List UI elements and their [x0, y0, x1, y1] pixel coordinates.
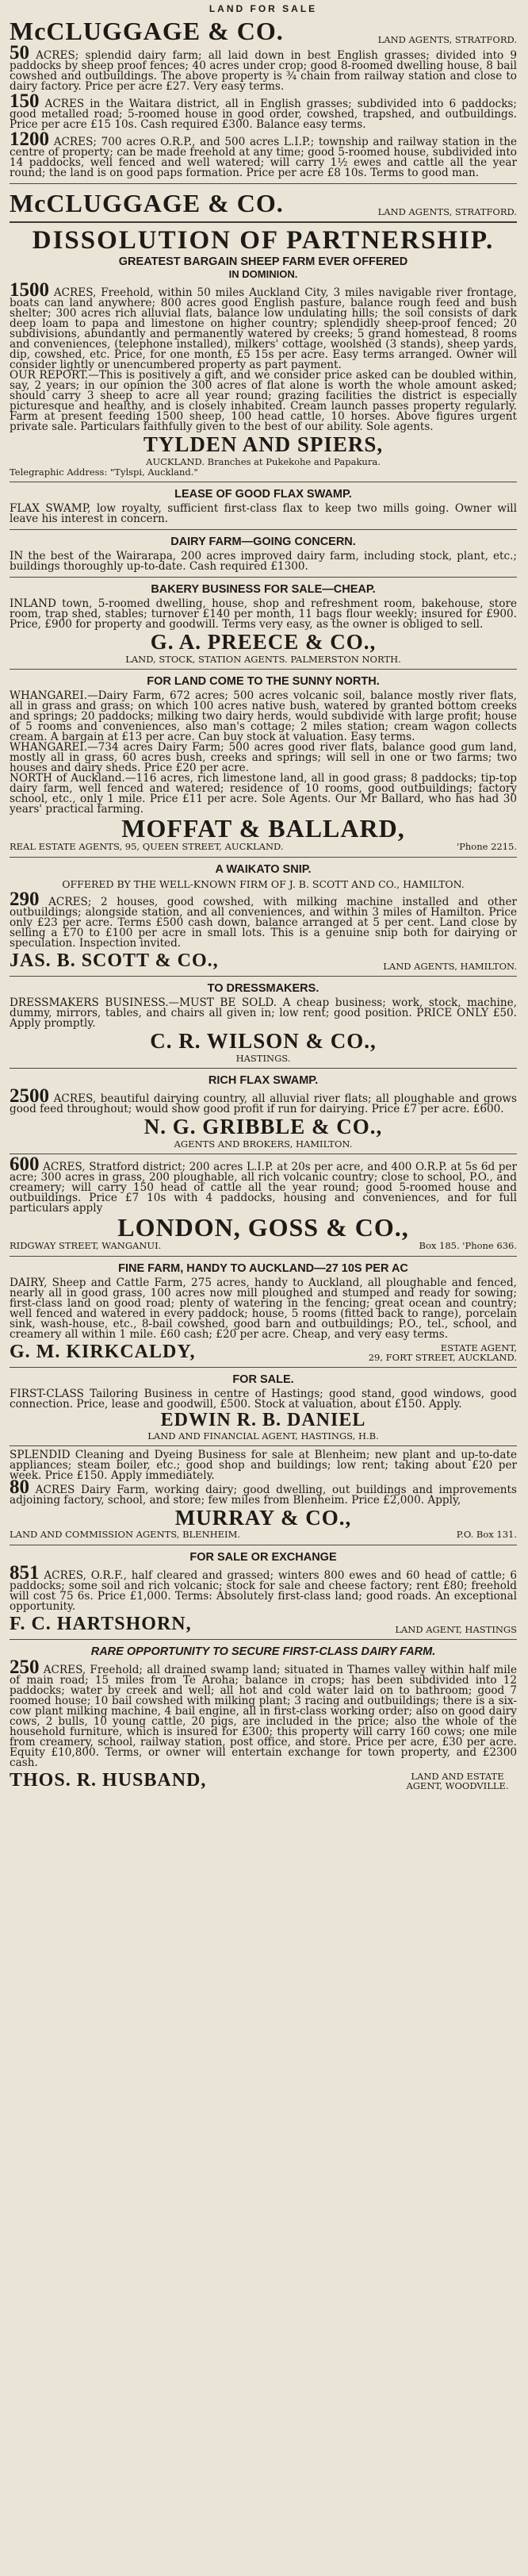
advertiser-phone: 'Phone 2215.	[456, 841, 517, 852]
listing-1200-acres: 1200 ACRES; 700 acres O.R.P., and 500 acres L.I.P.; township and railway station in the centre of property; can be made freehold at any time; good 5-roomed house, subdivided into 14 paddocks, well fenced and well watered; will carry 1½ ewes and cattle all the year round; the land is on good paps formation. Price per acre £8 10s. Terms to good man.	[10, 129, 517, 179]
section-header: LAND FOR SALE	[209, 3, 318, 14]
ad-body: SPLENDID Cleaning and Dyeing Business for sale at Blenheim; new plant and up-to-date appliances; steam boiler, etc.; good shop and buildings; low rent; taking about £20 per week. Price £150. Apply immediately.	[10, 1449, 517, 1482]
advertiser-name: N. G. GRIBBLE & CO.,	[143, 1115, 383, 1138]
ad-subtitle: OFFERED BY THE WELL-KNOWN FIRM OF J. B. SCOTT AND CO., HAMILTON.	[62, 878, 465, 890]
ad-body: 290 ACRES; 2 houses, good cowshed, with milking machine installed and other outbuildings; alongside station, and all conveniences, and within 3 miles of Hamilton. Price only £23 per acre. Terms £500 cash down, balance arranged at 5 per cent. Land close by selling a £70 to £100 per acre in small lots. This is a genuine snip both for dairying or speculation. Inspection invited.	[10, 889, 517, 950]
ad-body: 600 ACRES, Stratford district; 200 acres L.I.P. at 20s per acre, and 400 O.R.P. at 5s 6d per acre; 300 acres in grass, 200 ploughable, all rich volcanic country; close to school, P.O., and creamery; will carry 150 head of cattle all the year round; good 5-roomed house and outbuildings. Price £7 10s with 4 paddocks, housing and conveniences, and for full particulars apply	[10, 1154, 517, 1215]
advertiser-name: McCLUGGAGE & CO.	[10, 189, 284, 217]
advertiser-address: AGENTS AND BROKERS, HAMILTON.	[174, 1138, 353, 1150]
advertiser-name: THOS. R. HUSBAND,	[10, 1770, 207, 1791]
listing-150-acres: 150 ACRES in the Waitara district, all in English grasses; subdivided into 6 paddocks; good metalled road; 5-roomed house in good order, cowshed, trapshed, and outbuildings. Price per acre £15 10s. Cash required £300. Balance easy terms.	[10, 90, 517, 131]
ad-title: DAIRY FARM—GOING CONCERN.	[170, 536, 356, 548]
ad-mccluggage-footer	[10, 183, 517, 221]
advertiser-address: RIDGWAY STREET, WANGANUI.	[10, 1240, 162, 1251]
ad-dissolution	[10, 221, 517, 482]
ad-murray	[10, 1445, 517, 1545]
advertiser-address: AUCKLAND. Branches at Pukekohe and Papakura.	[146, 456, 381, 467]
ad-hartshorn	[10, 1545, 517, 1639]
ad-title: FOR LAND COME TO THE SUNNY NORTH.	[147, 675, 380, 688]
ad-mccluggage-listings	[10, 14, 517, 183]
ad-title: TO DRESSMAKERS.	[207, 982, 319, 995]
advertiser-name: F. C. HARTSHORN,	[10, 1614, 192, 1634]
ad-body: 1500 ACRES, Freehold, within 50 miles Auckland City, 3 miles navigable river frontage, boats can land anywhere; 800 acres good English pasture, balance rough feed and bush shelter; 300 acres rich alluvial flats, balance low undulating hills; the soil consists of dark deep loam to papa and limestone on higher country; splendidly sheep-proof fenced; 20 subdivisions, abundantly and permanently watered by creeks; 5 grand homestead, 8 rooms and conveniences, (telephone installed), milkers' cottage, woolshed (3 stands), sheep yards, dip, cowshed, etc. Price, for one month, £5 15s per acre. Easy terms arranged. Owner will consider lightly or unencumbered property as part payment.	[10, 279, 518, 371]
ad-london-goss	[10, 1154, 517, 1256]
ad-dairy-going-concern	[10, 529, 517, 577]
ad-body: FIRST-CLASS Tailoring Business in centre of Hastings; good stand, good windows, good connection. Price, lease and goodwill, £500. Stock at valuation, about £150. Apply.	[10, 1388, 517, 1411]
listing-80-acres: 80 ACRES Dairy Farm, working dairy; good dwelling, out buildings and improvements adjoining factory, school, and store; few miles from Blenheim. Price £2,000. Apply,	[10, 1476, 517, 1507]
ad-title: LEASE OF GOOD FLAX SWAMP.	[174, 488, 352, 501]
ad-report: OUR REPORT.—This is positively a gift, and we consider price asked can be doubled within, say, 2 years; in our opinion the 300 acres of flat alone is worth the whole amount asked; should carry 3 sheep to acre all year round; grazing facilities the district is especially picturesque and healthy, and is closely inhabited. Cream launch passes property regularly. Farm at present feeding 1500 sheep, 100 head cattle, 10 horses. Above figures urgent private sale. Particulars faithfully given to the best of our ability. Sole agents.	[10, 369, 517, 433]
ad-body: INLAND town, 5-roomed dwelling, house, shop and refreshment room, bakehouse, store room, trap shed, stables; turnover £140 per month, 11 bags flour weekly; insured for £900. Price, £900 for property and goodwill. Terms very easy, as the owner is obliged to sell.	[10, 597, 517, 631]
advertiser-name: G. M. KIRKCALDY,	[10, 1342, 196, 1362]
ad-bakery	[10, 577, 517, 669]
ad-waikato-snip	[10, 857, 517, 976]
ad-daniel-tailoring	[10, 1367, 517, 1445]
advertiser-name: C. R. WILSON & CO.,	[150, 1029, 377, 1053]
ad-body: 250 ACRES, Freehold; all drained swamp land; situated in Thames valley within half mile of main road; 15 miles from Te Aroha; balance in crops; has been subdivided into 12 paddocks; water by creek and well; all hot and cold water laid on to bathroom; good 7 roomed house; 10 bail cowshed with milking plant; 3 racing and outbuildings; there is a six-cow plant milking machine, 4 bail engine, all in first-class working order; also on good dairy cows, 2 bulls, 10 young cattle, 20 pigs, are included in the price; also the whole of the household furniture, which is insured for £300; this property will carry 160 cows; one mile from creamery, school, railway station, post office, and store. Price per acre, £30 per acre. Equity £10,800. Terms, or owner will entertain exchange for town property, and £2300 cash.	[10, 1657, 518, 1769]
advertiser-agents: LAND AGENTS, STRATFORD.	[377, 206, 517, 217]
advertiser-name: JAS. B. SCOTT & CO.,	[10, 950, 219, 971]
ad-title: FINE FARM, HANDY TO AUCKLAND—27 10S PER AC	[118, 1262, 408, 1275]
advertiser-name: LONDON, GOSS & CO.,	[117, 1213, 409, 1242]
ad-body: IN the best of the Wairarapa, 200 acres improved dairy farm, including stock, plant, etc.; buildings thoroughly up-to-date. Cash required £1300.	[10, 550, 517, 573]
ad-title: DISSOLUTION OF PARTNERSHIP.	[32, 226, 495, 255]
advertiser-name: G. A. PREECE & CO.,	[150, 630, 377, 654]
listing-north-auckland: NORTH of Auckland.—116 acres, rich limestone land, all in good grass; 8 paddocks; tip-top dairy farm, well fenced and watered; residence of 10 rooms, good outbuildings; factory school, etc., only 1 mile. Price £11 per acre. Sole Agents. Our Mr Ballard, who has had 30 years' practical farming.	[10, 772, 517, 816]
ad-flax-lease	[10, 482, 517, 529]
ad-rich-flax-swamp	[10, 1068, 517, 1154]
advertiser-agents: LAND AGENTS, HAMILTON.	[383, 961, 517, 972]
advertiser-name: MOFFAT & BALLARD,	[121, 814, 405, 843]
advertiser-name: MURRAY & CO.,	[174, 1506, 352, 1530]
listing-whangarei-2: WHANGAREI.—734 acres Dairy Farm; 500 acres good river flats, balance good gum land, mostly all in grass, 60 acres bush, creeks and springs; will sell in one or two farms; two houses and dairy sheds. Price £20 per acre.	[10, 741, 517, 774]
ad-body: DAIRY, Sheep and Cattle Farm, 275 acres, handy to Auckland, all ploughable and fenced, nearly all in good grass, 100 acres now mill ploughed and stumped and ready for sowing; first-class land on good road; plenty of watering in the fencing; great ocean and country; well fenced and watered in every paddock; house, 5 rooms (fitted back to range), porcelain sink, wash-house, etc., 8-bail cowshed, good barn and outbuildings; P.O., tel., school, and creamery all within 1 mile. £60 cash; £20 per acre. Cheap, and very easy terms.	[10, 1276, 517, 1341]
ad-title: A WAIKATO SNIP.	[215, 863, 312, 876]
ad-title: FOR SALE.	[232, 1373, 294, 1386]
advertiser-agents: LAND AGENT, HASTINGS	[395, 1624, 517, 1635]
ad-title: RARE OPPORTUNITY TO SECURE FIRST-CLASS DAIRY FARM.	[90, 1645, 436, 1658]
advertiser-phone: Box 185. 'Phone 636.	[419, 1240, 517, 1251]
advertiser-address: LAND AND FINANCIAL AGENT, HASTINGS, H.B.	[147, 1430, 379, 1442]
ad-husband	[10, 1639, 517, 1795]
ad-body: 2500 ACRES, beautiful dairying country, all alluvial river flats; all ploughable and grows good feed throughout; would show good profit if run for dairying. Price £7 per acre. £600.	[10, 1085, 517, 1115]
ad-title: RICH FLAX SWAMP.	[208, 1074, 319, 1087]
advertiser-box: P.O. Box 131.	[456, 1529, 517, 1540]
ad-subtitle: GREATEST BARGAIN SHEEP FARM EVER OFFERED	[118, 255, 408, 268]
ad-title: FOR SALE OR EXCHANGE	[189, 1551, 337, 1564]
ad-title: BAKERY BUSINESS FOR SALE—CHEAP.	[151, 583, 376, 596]
advertiser-agents: ESTATE AGENT,	[440, 1342, 517, 1353]
ad-kirkcaldy	[10, 1256, 517, 1367]
advertiser-address: HASTINGS.	[235, 1053, 291, 1064]
ad-sunny-north	[10, 669, 517, 857]
listing-whangarei-1: WHANGAREI.—Dairy Farm, 672 acres; 500 acres volcanic soil, balance mostly river flats, all in grass and grass; on which 100 acres native bush, watered by granted bottom creeks and springs; 20 paddocks; milking two dairy herds, would subdivide with large profit; house of 5 rooms and conveniences, also man's cottage; 2 miles station; cream wagon collects cream. A bargain at £13 per acre. Can buy stock at valuation. Easy terms.	[10, 689, 517, 743]
advertiser-address: LAND, STOCK, STATION AGENTS. PALMERSTON NORTH.	[125, 654, 401, 665]
advertiser-address: LAND AND COMMISSION AGENTS, BLENHEIM.	[10, 1529, 241, 1540]
advertiser-agents: LAND AGENTS, STRATFORD.	[377, 34, 517, 45]
advertiser-telegraph: Telegraphic Address: "Tylspi, Auckland."	[10, 466, 198, 478]
ad-body: FLAX SWAMP, low royalty, sufficient first-class flax to keep two mills going. Owner will leave his interest in concern.	[10, 502, 517, 525]
advertiser-address: 29, FORT STREET, AUCKLAND.	[368, 1352, 517, 1363]
listing-50-acres: 50 ACRES; splendid dairy farm; all laid down in best English grasses; divided into 9 paddocks by sheep proof fences; 40 acres under crop; good 8-roomed dwelling house, 8 bail cowshed and outbuildings. The above property is ¾ chain from railway station and close to dairy factory. Price per acre £27. Very easy terms.	[10, 42, 517, 93]
advertiser-name: EDWIN R. B. DANIEL	[160, 1410, 366, 1430]
advertiser-address: REAL ESTATE AGENTS, 95, QUEEN STREET, AUCKLAND.	[10, 841, 284, 852]
ad-dressmakers	[10, 976, 517, 1068]
advertiser-agents: LAND AND ESTATE AGENT, WOODVILLE.	[406, 1771, 509, 1791]
advertiser-name: TYLDEN AND SPIERS,	[143, 432, 384, 456]
ad-body: 851 ACRES, O.R.F., half cleared and grassed; winters 800 ewes and 60 head of cattle; 6 paddocks; some soil and rich volcanic; stock for sale and cheese factory; rent £80; freehold will cost 75 6s. Price £1,000. Terms: Absolutely first-class land; good roads. An exceptional opportunity.	[10, 1562, 517, 1613]
ad-subtitle-2: IN DOMINION.	[228, 268, 298, 280]
advertiser-name: McCLUGGAGE & CO.	[10, 17, 284, 45]
ad-body: DRESSMAKERS BUSINESS.—MUST BE SOLD. A cheap business; work, stock, machine, dummy, mirrors, tables, and chairs all given in; low rent; good position. PRICE ONLY £50. Apply promptly.	[10, 996, 517, 1030]
